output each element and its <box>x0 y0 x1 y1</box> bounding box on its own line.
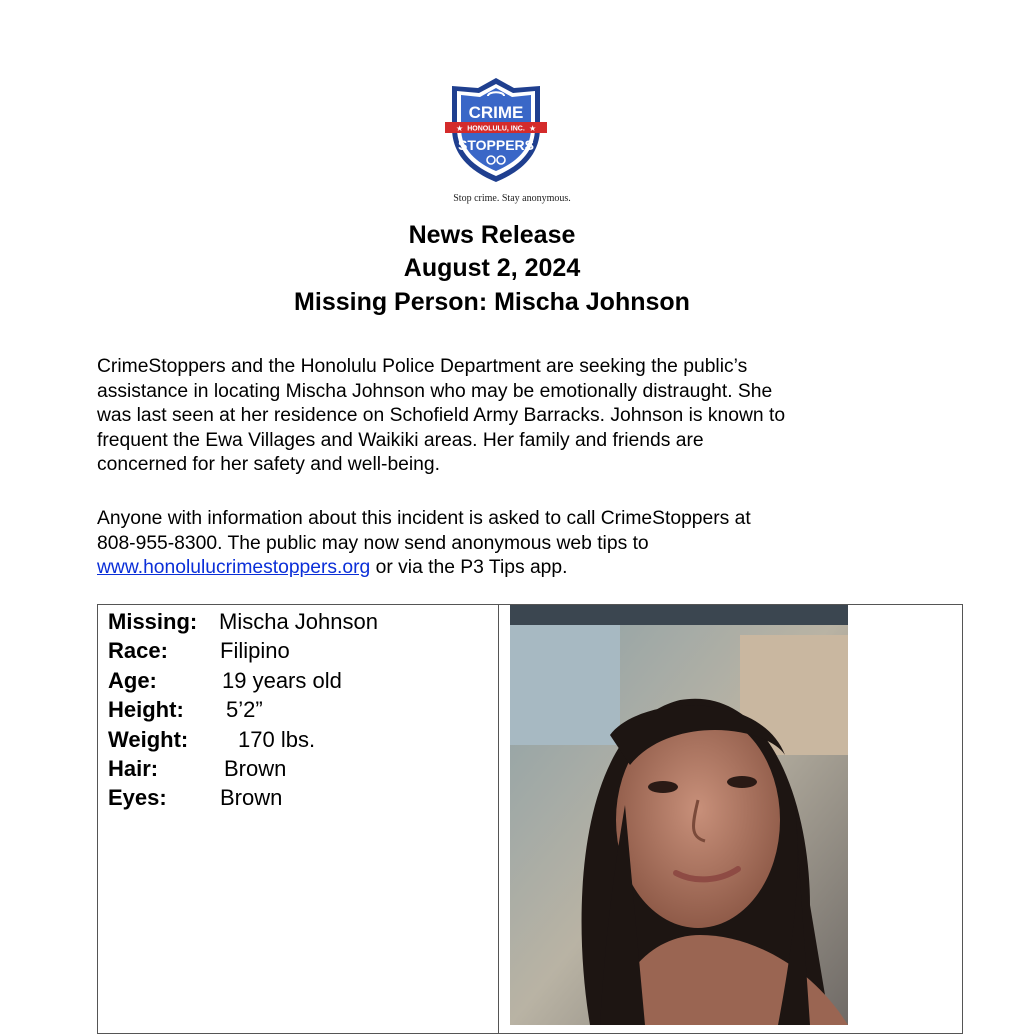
website-link[interactable]: www.honolulucrimestoppers.org <box>97 557 371 578</box>
paragraph-tail: or via the P3 Tips app. <box>370 557 568 578</box>
release-title: News Release <box>408 221 576 249</box>
paragraph-line: assistance in locating Mischa Johnson who may be emotionally distraught. She <box>97 380 773 402</box>
tagline: Stop crime. Stay anonymous. <box>453 193 571 204</box>
contact-paragraph <box>97 507 917 581</box>
table-divider <box>498 605 499 1033</box>
detail-value: 19 years old <box>222 668 342 693</box>
detail-value: 170 lbs. <box>238 727 316 752</box>
detail-value: 5’2” <box>226 697 263 722</box>
release-subject: Missing Person: Mischa Johnson <box>294 288 690 316</box>
paragraph-line: Anyone with information about this incident is asked to call CrimeStoppers at <box>97 508 751 529</box>
svg-text:★: ★ <box>456 124 464 133</box>
shield-badge-icon <box>444 76 548 184</box>
svg-text:CRIME: CRIME <box>468 103 524 122</box>
detail-value: Brown <box>224 756 287 781</box>
detail-label: Weight: <box>108 727 189 752</box>
paragraph-line <box>97 556 917 581</box>
paragraph-line: frequent the Ewa Villages and Waikiki areas. Her family and friends are <box>97 429 704 451</box>
detail-label: Age: <box>108 668 157 693</box>
paragraph-line: 808-955-8300. The public may now send anonymous web tips to <box>97 532 649 554</box>
paragraph-line: was last seen at her residence on Schofield Army Barracks. Johnson is known to <box>97 405 786 426</box>
release-date: August 2, 2024 <box>403 254 581 282</box>
crimestoppers-logo <box>444 76 548 184</box>
detail-label: Race: <box>108 638 168 663</box>
svg-text:STOPPERS: STOPPERS <box>458 137 534 153</box>
detail-label: Missing: <box>108 609 198 634</box>
paragraph-line: concerned for her safety and well-being. <box>97 454 440 475</box>
svg-text:★: ★ <box>529 124 537 133</box>
missing-person-details-table <box>97 604 963 1034</box>
detail-label: Hair: <box>108 756 159 781</box>
detail-label: Height: <box>108 697 184 722</box>
detail-label: Eyes: <box>108 785 167 810</box>
svg-text:HONOLULU, INC.: HONOLULU, INC. <box>467 125 525 133</box>
paragraph-line: CrimeStoppers and the Honolulu Police Department are seeking the public’s <box>97 356 748 377</box>
missing-person-photo <box>510 605 848 1025</box>
detail-value: Filipino <box>220 638 290 663</box>
description-paragraph <box>97 355 917 478</box>
detail-value: Mischa Johnson <box>219 609 378 634</box>
detail-value: Brown <box>220 785 283 810</box>
